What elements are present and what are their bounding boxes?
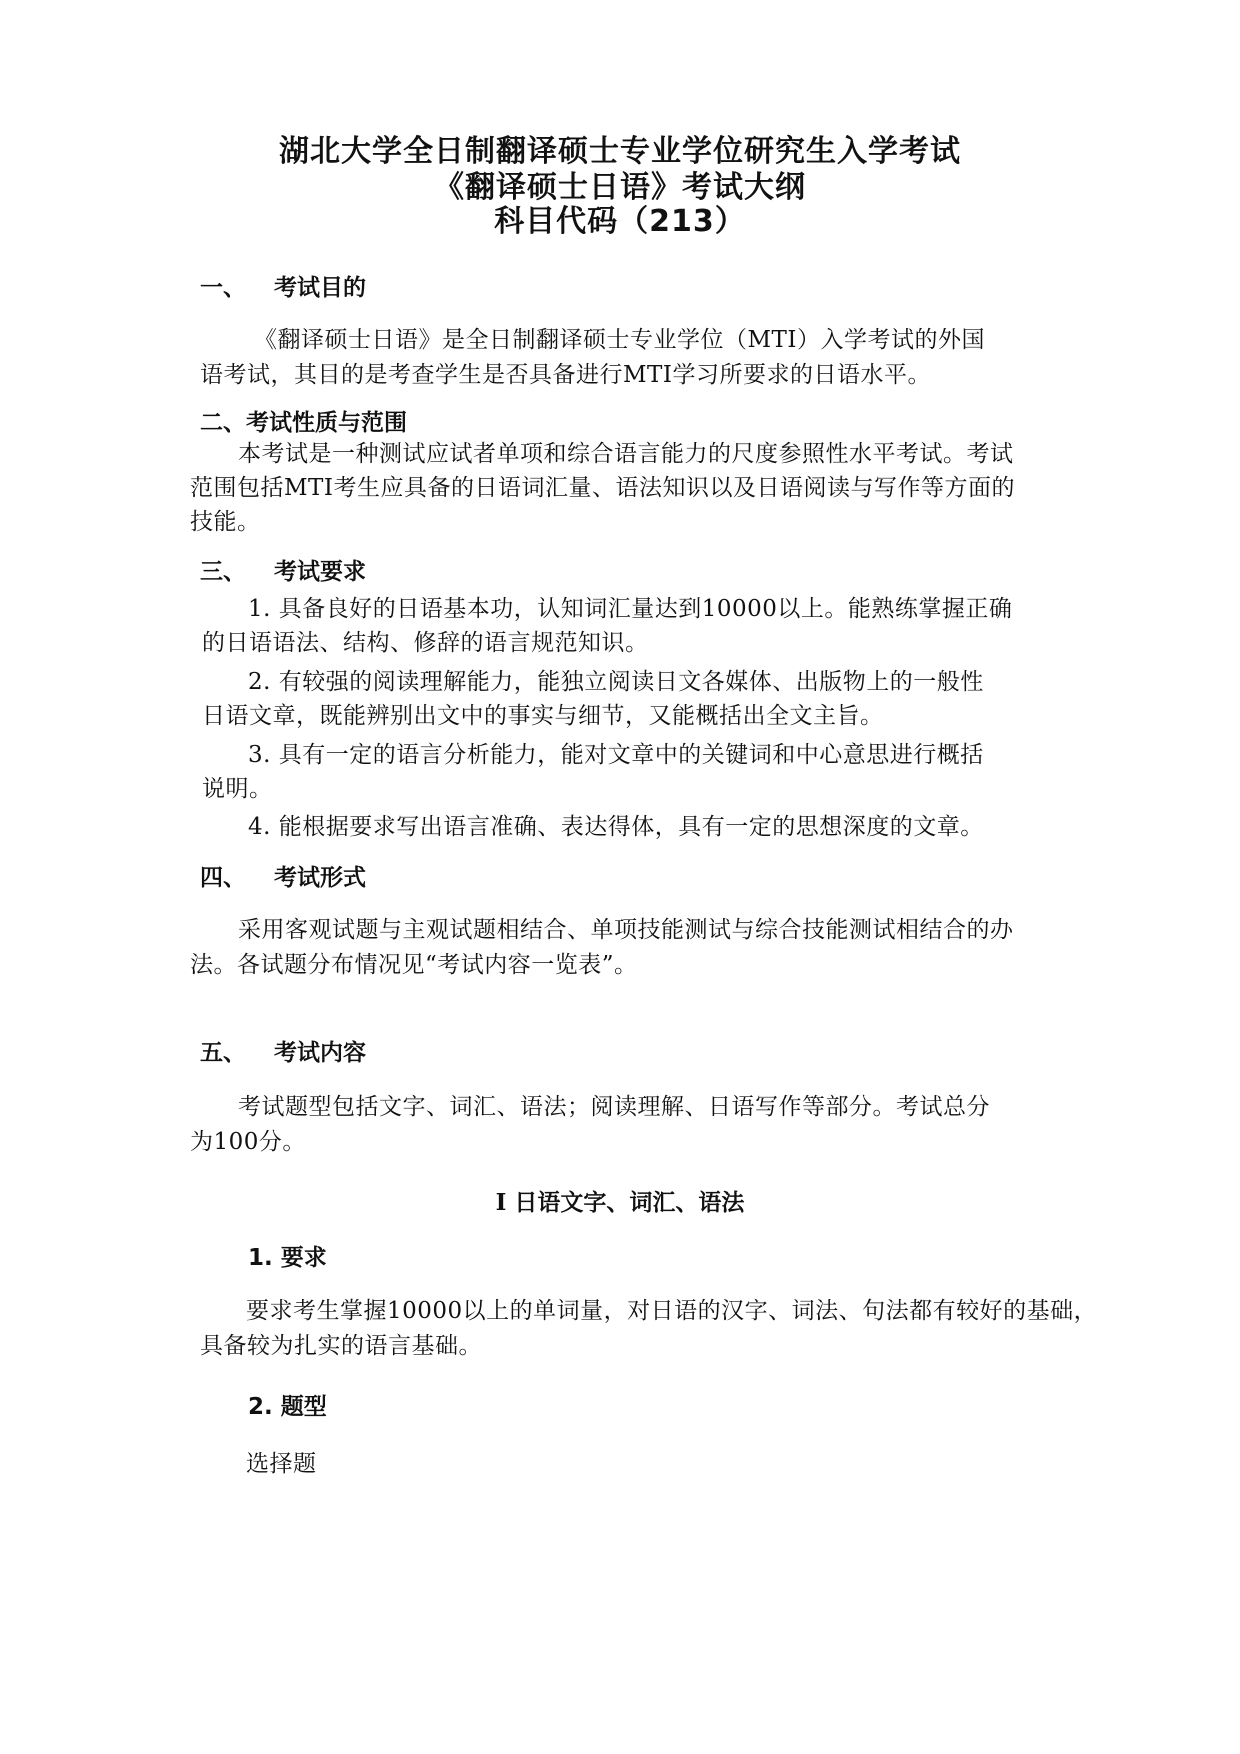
section-3-item-1-line-1: 1. 具备良好的日语基本功，认知词汇量达到10000以上。能熟练掌握正确 <box>248 596 1013 622</box>
title-line-1: 湖北大学全日制翻译硕士专业学位研究生入学考试 <box>279 134 961 169</box>
section-3-item-2-line-2: 日语文章，既能辨别出文中的事实与细节，又能概括出全文主旨。 <box>202 703 884 729</box>
section-2-text-line-1: 本考试是一种测试应试者单项和综合语言能力的尺度参照性水平考试。考试 <box>238 441 1014 467</box>
section-1-text-line-1: 《翻译硕士日语》是全日制翻译硕士专业学位（MTI）入学考试的外国 <box>254 327 985 353</box>
requirements-heading: 1. 要求 <box>248 1245 327 1271</box>
section-4-title: 考试形式 <box>274 865 366 891</box>
section-5-number: 五、 <box>200 1040 246 1066</box>
section-3-item-4-line-1: 4. 能根据要求写出语言准确、表达得体，具有一定的思想深度的文章。 <box>248 814 984 840</box>
section-2-text-line-2: 范围包括MTI考生应具备的日语词汇量、语法知识以及日语阅读与写作等方面的 <box>190 475 1015 501</box>
section-2-text-line-3: 技能。 <box>190 509 261 535</box>
section-4-text-line-1: 采用客观试题与主观试题相结合、单项技能测试与综合技能测试相结合的办 <box>238 917 1014 943</box>
section-4-number: 四、 <box>200 865 246 891</box>
question-type-text: 选择题 <box>246 1451 317 1477</box>
question-type-heading: 2. 题型 <box>248 1394 327 1420</box>
part-1-heading: I 日语文字、词汇、语法 <box>495 1189 745 1216</box>
section-3-heading <box>200 557 366 587</box>
title-line-2: 《翻译硕士日语》考试大纲 <box>434 170 806 205</box>
section-4-text-line-2: 法。各试题分布情况见“考试内容一览表”。 <box>190 952 638 978</box>
section-4-heading <box>200 863 366 893</box>
section-3-item-3-line-2: 说明。 <box>202 776 273 802</box>
section-3-title: 考试要求 <box>274 559 366 585</box>
section-5-title: 考试内容 <box>274 1040 366 1066</box>
title-line-3: 科目代码（213） <box>494 204 746 239</box>
section-3-item-2-line-1: 2. 有较强的阅读理解能力，能独立阅读日文各媒体、出版物上的一般性 <box>248 669 984 695</box>
section-1-heading <box>200 273 366 303</box>
section-1-title: 考试目的 <box>274 275 366 301</box>
section-1-text-line-2: 语考试，其目的是考查学生是否具备进行MTI学习所要求的日语水平。 <box>200 362 931 388</box>
section-3-item-1-line-2: 的日语语法、结构、修辞的语言规范知识。 <box>202 630 649 656</box>
section-5-heading <box>200 1038 366 1068</box>
requirements-text-line-1: 要求考生掌握10000以上的单词量，对日语的汉字、词法、句法都有较好的基础， <box>246 1298 1098 1324</box>
section-5-text-line-1: 考试题型包括文字、词汇、语法；阅读理解、日语写作等部分。考试总分 <box>238 1094 990 1120</box>
section-3-item-3-line-1: 3. 具有一定的语言分析能力，能对文章中的关键词和中心意思进行概括 <box>248 742 984 768</box>
section-5-text-line-2: 为100分。 <box>190 1129 306 1155</box>
section-3-number: 三、 <box>200 559 246 585</box>
requirements-text-line-2: 具备较为扎实的语言基础。 <box>200 1333 482 1359</box>
section-1-number: 一、 <box>200 275 246 301</box>
section-2-heading: 二、考试性质与范围 <box>200 410 407 436</box>
